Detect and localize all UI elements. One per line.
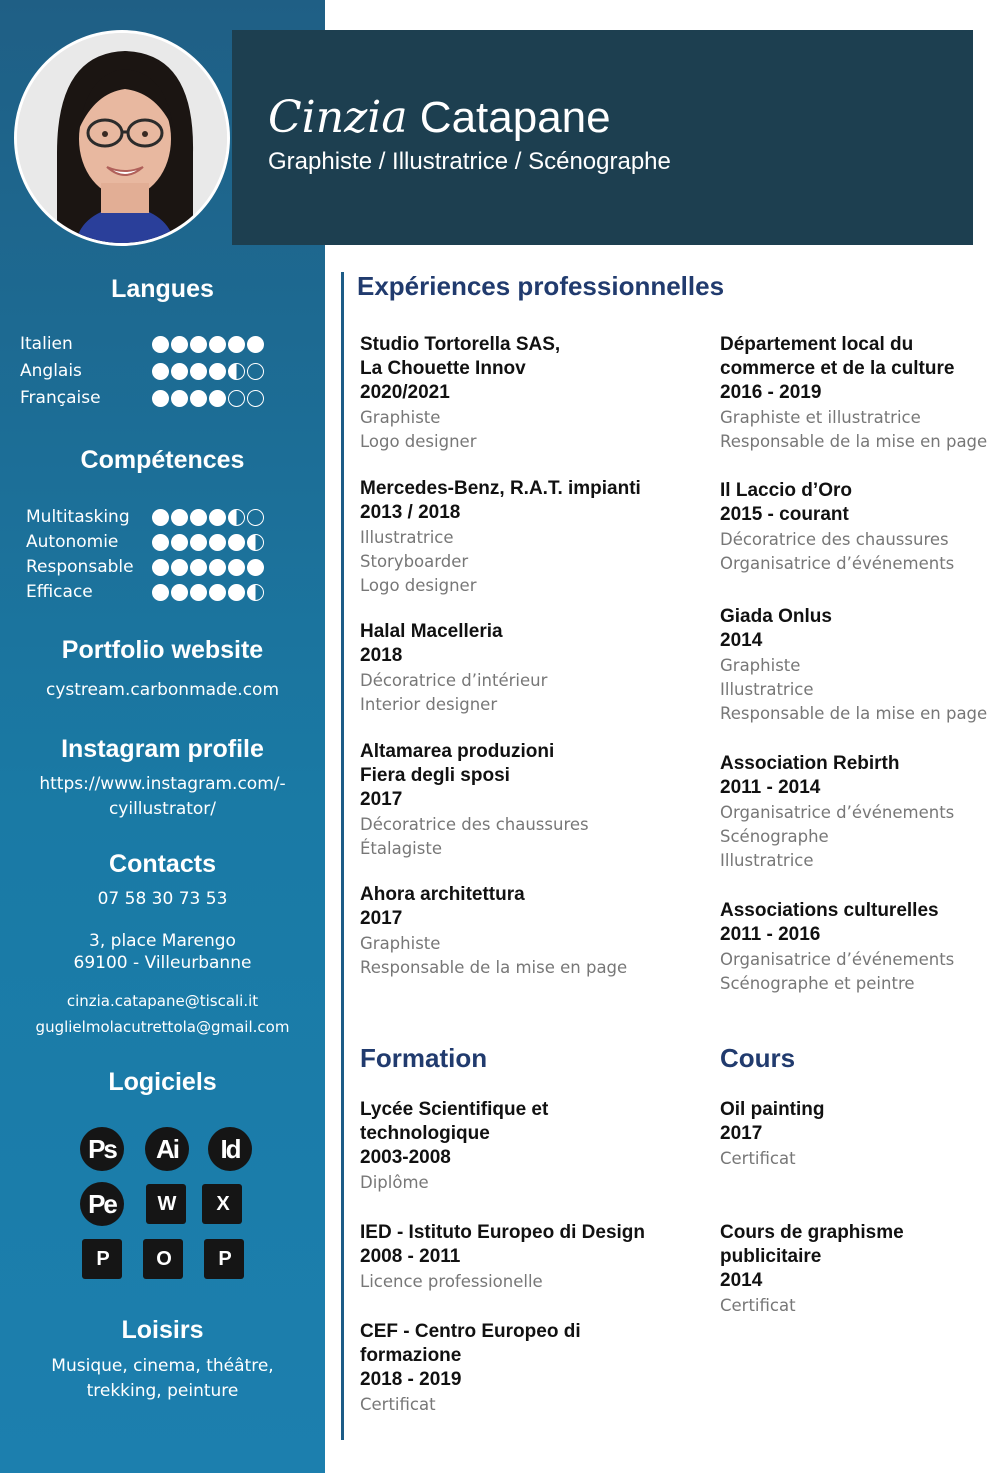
experience-entry bbox=[720, 899, 995, 996]
portfolio-title: Portfolio website bbox=[61, 636, 264, 664]
entry-role: Décoratrice d’intérieur bbox=[360, 671, 548, 690]
photoshop-icon: Ps bbox=[80, 1127, 124, 1171]
entry-role: Graphiste bbox=[720, 656, 801, 675]
portfolio-link[interactable]: cystream.carbonmade.com bbox=[45, 680, 280, 700]
rating-row bbox=[26, 556, 286, 580]
entry-dates: 2011 - 2014 bbox=[720, 777, 821, 798]
entry-role: Graphiste bbox=[360, 934, 441, 953]
rating-dot-full bbox=[152, 534, 169, 551]
entry-heading: Altamarea produzioni bbox=[360, 741, 555, 762]
entry-heading: Giada Onlus bbox=[720, 606, 832, 627]
entry-role: Responsable de la mise en page bbox=[360, 958, 628, 977]
rating-dot-half bbox=[247, 534, 264, 551]
rating-dot-half bbox=[228, 509, 245, 526]
rating-dot-full bbox=[171, 363, 188, 380]
entry-role: Licence professionelle bbox=[360, 1272, 543, 1291]
rating-dot-full bbox=[209, 509, 226, 526]
rating-dots bbox=[152, 509, 264, 527]
rating-dot-full bbox=[152, 584, 169, 601]
rating-dot-full bbox=[171, 584, 188, 601]
entry-role: Responsable de la mise en page bbox=[720, 704, 988, 723]
contacts-title: Contacts bbox=[109, 850, 216, 878]
contact-address-line2: 69100 - Villeurbanne bbox=[73, 953, 252, 973]
entry-heading: Associations culturelles bbox=[720, 900, 939, 921]
cours-entry bbox=[720, 1098, 995, 1171]
rating-dot-full bbox=[190, 390, 207, 407]
entry-dates: 2017 bbox=[360, 789, 403, 810]
entry-heading: Fiera degli sposi bbox=[360, 765, 510, 786]
rating-dot-full bbox=[190, 534, 207, 551]
outlook-icon: O bbox=[143, 1239, 183, 1279]
entry-heading: formazione bbox=[360, 1345, 462, 1366]
full-name bbox=[268, 92, 611, 143]
entry-role: Organisatrice d’événements bbox=[720, 950, 955, 969]
experience-entry bbox=[720, 605, 995, 726]
experiences-title: Expériences professionnelles bbox=[357, 271, 725, 301]
entry-heading: publicitaire bbox=[720, 1246, 822, 1267]
first-name: Cinzia bbox=[268, 92, 408, 143]
entry-role: Illustratrice bbox=[360, 528, 454, 547]
indesign-icon: Id bbox=[208, 1127, 252, 1171]
contact-phone: 07 58 30 73 53 bbox=[97, 889, 228, 909]
entry-role: Diplôme bbox=[360, 1173, 429, 1192]
entry-role: Organisatrice d’événements bbox=[720, 803, 955, 822]
entry-role: Certificat bbox=[720, 1296, 796, 1315]
rating-dots bbox=[152, 336, 264, 354]
instagram-link-line1[interactable]: https://www.instagram.com/- bbox=[39, 774, 286, 794]
entry-dates: 2016 - 2019 bbox=[720, 382, 822, 403]
experience-entry bbox=[720, 333, 995, 454]
entry-dates: 2003-2008 bbox=[360, 1147, 451, 1168]
entry-role: Storyboarder bbox=[360, 552, 469, 571]
experience-entry bbox=[360, 883, 635, 980]
experience-entry bbox=[720, 752, 995, 873]
powerpoint-icon: P bbox=[204, 1239, 244, 1279]
header-banner bbox=[232, 30, 973, 245]
entry-heading: Mercedes-Benz, R.A.T. impianti bbox=[360, 478, 641, 499]
entry-role: Graphiste et illustratrice bbox=[720, 408, 921, 427]
rating-dots bbox=[152, 584, 264, 602]
rating-label: Responsable bbox=[26, 557, 134, 577]
rating-dot-empty bbox=[247, 509, 264, 526]
entry-role: Logo designer bbox=[360, 576, 477, 595]
rating-dot-full bbox=[209, 584, 226, 601]
rating-dot-empty bbox=[247, 363, 264, 380]
rating-dot-full bbox=[152, 559, 169, 576]
rating-dot-full bbox=[171, 336, 188, 353]
rating-dot-empty bbox=[228, 390, 245, 407]
entry-heading: CEF - Centro Europeo di bbox=[360, 1321, 581, 1342]
contact-email-2[interactable]: guglielmolacutrettola@gmail.com bbox=[35, 1018, 290, 1036]
entry-dates: 2015 - courant bbox=[720, 504, 849, 525]
entry-role: Illustratrice bbox=[720, 680, 814, 699]
rating-row bbox=[20, 360, 280, 384]
rating-row bbox=[20, 387, 280, 411]
entry-role: Scénographe et peintre bbox=[720, 974, 915, 993]
entry-heading: Ahora architettura bbox=[360, 884, 525, 905]
rating-dots bbox=[152, 559, 264, 577]
rating-dot-full bbox=[152, 509, 169, 526]
rating-label: Autonomie bbox=[26, 532, 119, 552]
project-icon: P bbox=[82, 1239, 122, 1279]
rating-dot-full bbox=[228, 559, 245, 576]
instagram-title: Instagram profile bbox=[61, 735, 264, 763]
competences-title: Compétences bbox=[80, 446, 245, 474]
rating-dot-empty bbox=[247, 390, 264, 407]
entry-heading: commerce et de la culture bbox=[720, 358, 955, 379]
cours-entry bbox=[720, 1221, 995, 1318]
rating-dot-full bbox=[152, 363, 169, 380]
rating-dot-full bbox=[209, 534, 226, 551]
rating-label: Multitasking bbox=[26, 507, 130, 527]
rating-dot-full bbox=[228, 534, 245, 551]
loisirs-line1: Musique, cinema, théâtre, bbox=[51, 1356, 274, 1376]
rating-row bbox=[20, 333, 280, 357]
rating-dots bbox=[152, 363, 264, 381]
rating-label: Efficace bbox=[26, 582, 93, 602]
rating-dot-half bbox=[228, 363, 245, 380]
rating-row bbox=[26, 506, 286, 530]
cours-title: Cours bbox=[720, 1043, 796, 1073]
loisirs-title: Loisirs bbox=[121, 1316, 204, 1344]
rating-dot-full bbox=[171, 390, 188, 407]
entry-heading: IED - Istituto Europeo di Design bbox=[360, 1222, 645, 1243]
entry-role: Graphiste bbox=[360, 408, 441, 427]
entry-dates: 2020/2021 bbox=[360, 382, 450, 403]
entry-heading: Halal Macelleria bbox=[360, 621, 503, 642]
formation-entry bbox=[360, 1098, 635, 1195]
entry-dates: 2018 bbox=[360, 645, 403, 666]
entry-heading: technologique bbox=[360, 1123, 490, 1144]
entry-heading: Il Laccio d’Oro bbox=[720, 480, 852, 501]
rating-label: Italien bbox=[20, 334, 73, 354]
entry-heading: Association Rebirth bbox=[720, 753, 900, 774]
entry-dates: 2014 bbox=[720, 1270, 763, 1291]
entry-heading: Lycée Scientifique et bbox=[360, 1099, 549, 1120]
rating-dot-full bbox=[190, 509, 207, 526]
rating-dot-full bbox=[152, 336, 169, 353]
entry-heading: Cours de graphisme bbox=[720, 1222, 904, 1243]
instagram-link-line2[interactable]: cyillustrator/ bbox=[108, 799, 217, 819]
rating-dot-full bbox=[190, 363, 207, 380]
contact-address-line1: 3, place Marengo bbox=[89, 931, 236, 951]
experience-entry bbox=[360, 620, 635, 717]
entry-heading: Studio Tortorella SAS, bbox=[360, 334, 561, 355]
rating-dot-full bbox=[152, 390, 169, 407]
rating-dot-half bbox=[247, 584, 264, 601]
formation-title: Formation bbox=[360, 1043, 488, 1073]
entry-role: Décoratrice des chaussures bbox=[720, 530, 949, 549]
rating-dot-full bbox=[171, 559, 188, 576]
portrait-image bbox=[17, 33, 230, 246]
last-name: Catapane bbox=[419, 93, 611, 142]
entry-dates: 2008 - 2011 bbox=[360, 1246, 461, 1267]
rating-dot-full bbox=[228, 584, 245, 601]
rating-dots bbox=[152, 534, 264, 552]
entry-role: Étalagiste bbox=[360, 839, 442, 858]
experience-entry bbox=[720, 479, 995, 576]
entry-dates: 2011 - 2016 bbox=[720, 924, 821, 945]
illustrator-icon: Ai bbox=[145, 1127, 189, 1171]
entry-role: Logo designer bbox=[360, 432, 477, 451]
profile-photo bbox=[14, 30, 230, 246]
rating-dot-full bbox=[171, 534, 188, 551]
rating-dot-full bbox=[190, 559, 207, 576]
excel-icon: X bbox=[202, 1184, 242, 1224]
contact-email-1[interactable]: cinzia.catapane@tiscali.it bbox=[66, 992, 259, 1010]
entry-dates: 2017 bbox=[720, 1123, 763, 1144]
entry-role: Scénographe bbox=[720, 827, 829, 846]
langues-title: Langues bbox=[111, 275, 214, 303]
rating-dot-full bbox=[171, 509, 188, 526]
job-title: Graphiste / Illustratrice / Scénographe bbox=[268, 148, 671, 175]
rating-dot-full bbox=[190, 336, 207, 353]
logiciels-title: Logiciels bbox=[108, 1068, 217, 1096]
formation-entry bbox=[360, 1221, 645, 1294]
rating-dot-full bbox=[190, 584, 207, 601]
rating-row bbox=[26, 581, 286, 605]
rating-dots bbox=[152, 390, 264, 408]
entry-dates: 2013 / 2018 bbox=[360, 502, 461, 523]
rating-label: Anglais bbox=[20, 361, 82, 381]
entry-heading: Oil painting bbox=[720, 1099, 825, 1120]
loisirs-line2: trekking, peinture bbox=[86, 1381, 239, 1401]
section-divider bbox=[341, 272, 344, 1440]
experience-entry bbox=[360, 333, 635, 454]
entry-dates: 2014 bbox=[720, 630, 763, 651]
entry-role: Illustratrice bbox=[720, 851, 814, 870]
experience-entry bbox=[360, 477, 641, 598]
experience-entry bbox=[360, 740, 635, 861]
entry-heading: Département local du bbox=[720, 334, 914, 355]
entry-role: Décoratrice des chaussures bbox=[360, 815, 589, 834]
rating-dot-full bbox=[209, 363, 226, 380]
rating-dot-full bbox=[209, 559, 226, 576]
entry-role: Responsable de la mise en page bbox=[720, 432, 988, 451]
entry-dates: 2017 bbox=[360, 908, 403, 929]
entry-role: Organisatrice d’événements bbox=[720, 554, 955, 573]
entry-role: Certificat bbox=[360, 1395, 436, 1414]
entry-dates: 2018 - 2019 bbox=[360, 1369, 462, 1390]
rating-dot-full bbox=[228, 336, 245, 353]
entry-role: Interior designer bbox=[360, 695, 498, 714]
entry-role: Certificat bbox=[720, 1149, 796, 1168]
rating-dot-full bbox=[209, 390, 226, 407]
premiere-elements-icon: Pe bbox=[80, 1182, 124, 1226]
rating-row bbox=[26, 531, 286, 555]
word-icon: W bbox=[146, 1184, 186, 1224]
rating-dot-full bbox=[247, 336, 264, 353]
rating-dot-full bbox=[209, 336, 226, 353]
entry-heading: La Chouette Innov bbox=[360, 358, 526, 379]
rating-dot-full bbox=[247, 559, 264, 576]
rating-label: Française bbox=[20, 388, 101, 408]
formation-entry bbox=[360, 1320, 635, 1417]
